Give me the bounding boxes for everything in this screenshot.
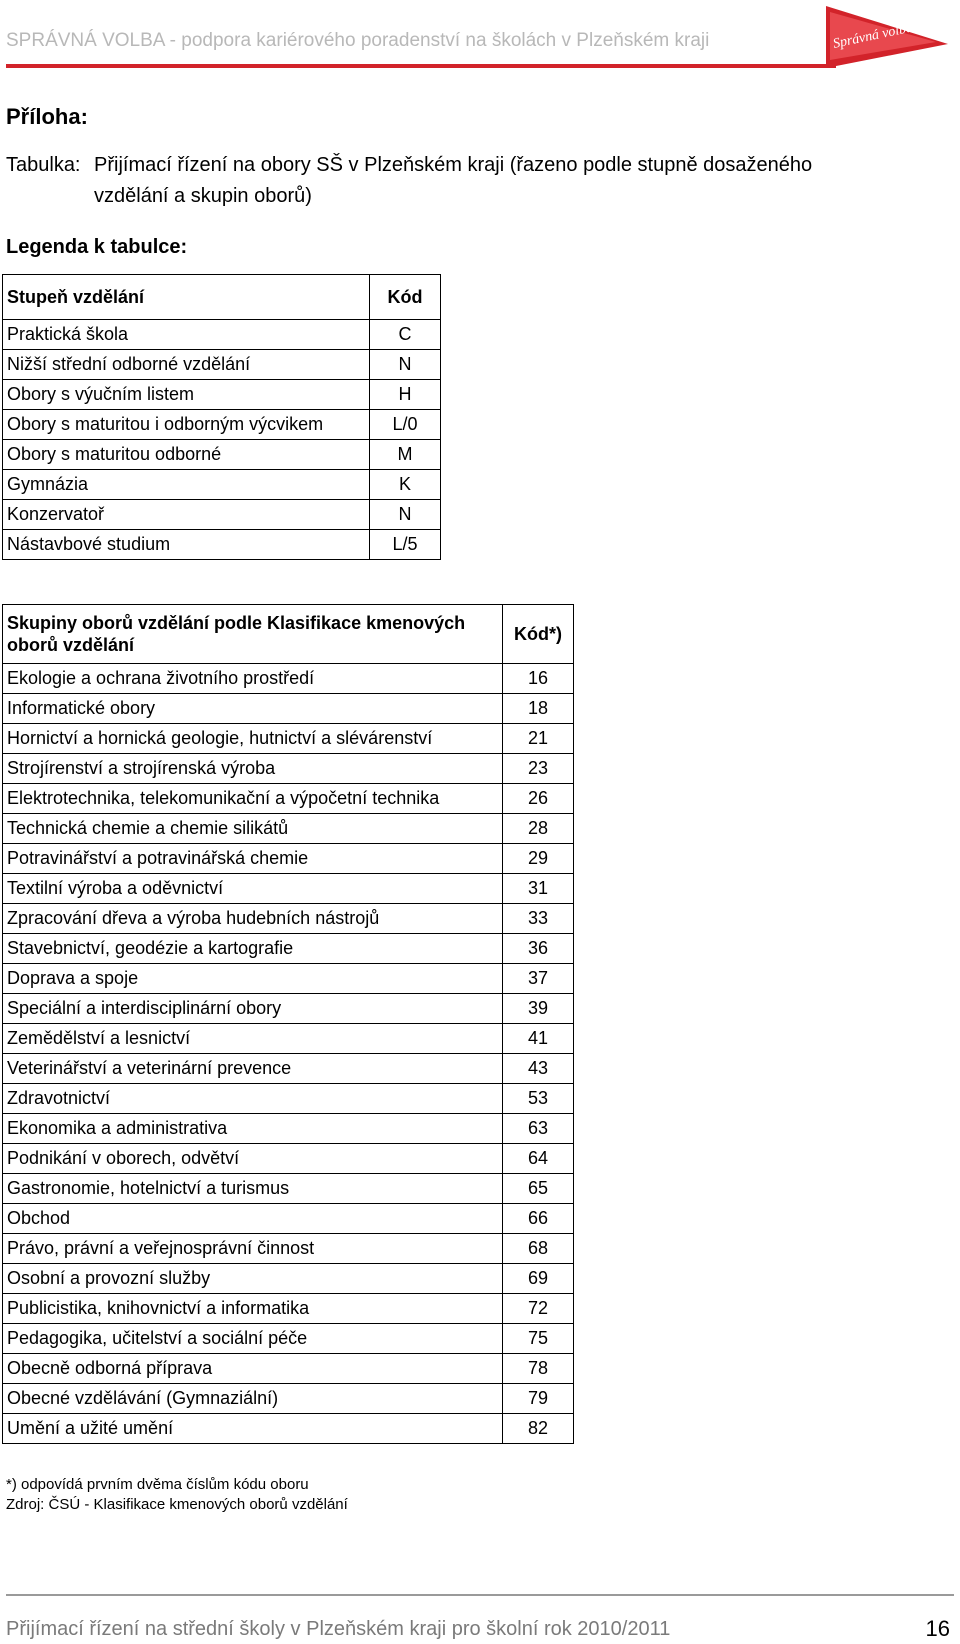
row-code: L/5 <box>370 530 441 560</box>
row-code: C <box>370 320 441 350</box>
row-label: Zpracování dřeva a výroba hudebních nástrojů <box>3 904 503 934</box>
table-header-row <box>3 275 441 320</box>
row-label: Osobní a provozní služby <box>3 1264 503 1294</box>
section-title: Příloha: <box>6 104 88 129</box>
row-label: Elektrotechnika, telekomunikační a výpočetní technika <box>3 784 503 814</box>
row-code: 63 <box>503 1114 574 1144</box>
page-number: 16 <box>925 1616 950 1641</box>
column-header-group: Skupiny oborů vzdělání podle Klasifikace kmenových oborů vzdělání <box>3 605 503 664</box>
row-label: Textilní výroba a oděvnictví <box>3 874 503 904</box>
row-code: 28 <box>503 814 574 844</box>
row-code: 66 <box>503 1204 574 1234</box>
row-code: 72 <box>503 1294 574 1324</box>
table-row <box>3 1114 574 1144</box>
row-label: Doprava a spoje <box>3 964 503 994</box>
row-label: Podnikání v oborech, odvětví <box>3 1144 503 1174</box>
row-label: Pedagogika, učitelství a sociální péče <box>3 1324 503 1354</box>
row-code: 75 <box>503 1324 574 1354</box>
table-caption <box>6 150 926 212</box>
row-label: Gastronomie, hotelnictví a turismus <box>3 1174 503 1204</box>
row-label: Zemědělství a lesnictví <box>3 1024 503 1054</box>
row-code: M <box>370 440 441 470</box>
footnote: *) odpovídá prvním dvěma číslům kódu oboru <box>6 1476 309 1493</box>
row-label: Zdravotnictví <box>3 1084 503 1114</box>
row-code: 26 <box>503 784 574 814</box>
row-label: Stavebnictví, geodézie a kartografie <box>3 934 503 964</box>
table-notes <box>6 1475 348 1515</box>
row-label: Obory s výučním listem <box>3 380 370 410</box>
table-row <box>3 1324 574 1354</box>
table-row <box>3 1414 574 1444</box>
row-code: 64 <box>503 1144 574 1174</box>
table-row <box>3 724 574 754</box>
row-label: Speciální a interdisciplinární obory <box>3 994 503 1024</box>
row-code: 36 <box>503 934 574 964</box>
table-row <box>3 1264 574 1294</box>
table-row <box>3 1054 574 1084</box>
table-row <box>3 440 441 470</box>
table-row <box>3 964 574 994</box>
footer-divider <box>6 1594 954 1596</box>
table-row <box>3 1204 574 1234</box>
row-code: K <box>370 470 441 500</box>
field-groups-table <box>2 604 574 1444</box>
row-code: 37 <box>503 964 574 994</box>
table-row <box>3 530 441 560</box>
table-row <box>3 1354 574 1384</box>
table-row <box>3 934 574 964</box>
row-code: 33 <box>503 904 574 934</box>
row-code: 53 <box>503 1084 574 1114</box>
footer-text: Přijímací řízení na střední školy v Plzeňském kraji pro školní rok 2010/2011 <box>6 1618 671 1640</box>
row-code: L/0 <box>370 410 441 440</box>
row-code: 65 <box>503 1174 574 1204</box>
row-code: 79 <box>503 1384 574 1414</box>
row-label: Nižší střední odborné vzdělání <box>3 350 370 380</box>
row-label: Praktická škola <box>3 320 370 350</box>
row-label: Informatické obory <box>3 694 503 724</box>
table-row <box>3 470 441 500</box>
column-header-level: Stupeň vzdělání <box>3 275 370 320</box>
table-row <box>3 904 574 934</box>
row-code: N <box>370 350 441 380</box>
table-row <box>3 1084 574 1114</box>
table-row <box>3 844 574 874</box>
caption-line-2: vzdělání a skupin oborů) <box>94 185 312 207</box>
table-row <box>3 754 574 784</box>
row-code: 78 <box>503 1354 574 1384</box>
row-label: Nástavbové studium <box>3 530 370 560</box>
table-row <box>3 1024 574 1054</box>
header-divider <box>6 64 836 68</box>
row-label: Konzervatoř <box>3 500 370 530</box>
row-label: Právo, právní a veřejnosprávní činnost <box>3 1234 503 1264</box>
row-label: Obchod <box>3 1204 503 1234</box>
table-row <box>3 874 574 904</box>
row-label: Obory s maturitou odborné <box>3 440 370 470</box>
caption-line-1: Přijímací řízení na obory SŠ v Plzeňském kraji (řazeno podle stupně dosaženého <box>94 154 813 176</box>
table-row <box>3 410 441 440</box>
row-label: Obory s maturitou i odborným výcvikem <box>3 410 370 440</box>
table-row <box>3 664 574 694</box>
row-label: Potravinářství a potravinářská chemie <box>3 844 503 874</box>
table-row <box>3 1294 574 1324</box>
brand-logo <box>820 4 952 70</box>
table-row <box>3 784 574 814</box>
row-label: Strojírenství a strojírenská výroba <box>3 754 503 784</box>
table-row <box>3 1234 574 1264</box>
table-header-row <box>3 605 574 664</box>
table-row <box>3 1144 574 1174</box>
caption-prefix: Tabulka: <box>6 154 81 176</box>
row-code: 68 <box>503 1234 574 1264</box>
row-label: Obecné vzdělávání (Gymnaziální) <box>3 1384 503 1414</box>
table-row <box>3 380 441 410</box>
legend-title: Legenda k tabulce: <box>6 236 188 258</box>
row-label: Ekonomika a administrativa <box>3 1114 503 1144</box>
table-row <box>3 994 574 1024</box>
header-title: SPRÁVNÁ VOLBA - podpora kariérového poradenství na školách v Plzeňském kraji <box>6 30 710 51</box>
table-row <box>3 694 574 724</box>
row-label: Veterinářství a veterinární prevence <box>3 1054 503 1084</box>
row-label: Publicistika, knihovnictví a informatika <box>3 1294 503 1324</box>
table-row <box>3 350 441 380</box>
row-code: 18 <box>503 694 574 724</box>
row-code: 82 <box>503 1414 574 1444</box>
row-code: N <box>370 500 441 530</box>
row-label: Technická chemie a chemie silikátů <box>3 814 503 844</box>
column-header-code: Kód <box>370 275 441 320</box>
row-code: 23 <box>503 754 574 784</box>
table-row <box>3 500 441 530</box>
row-label: Obecně odborná příprava <box>3 1354 503 1384</box>
row-code: 16 <box>503 664 574 694</box>
row-code: H <box>370 380 441 410</box>
table-row <box>3 320 441 350</box>
row-code: 41 <box>503 1024 574 1054</box>
column-header-code: Kód*) <box>503 605 574 664</box>
row-code: 69 <box>503 1264 574 1294</box>
row-label: Umění a užité umění <box>3 1414 503 1444</box>
row-code: 29 <box>503 844 574 874</box>
row-code: 21 <box>503 724 574 754</box>
row-code: 31 <box>503 874 574 904</box>
table-row <box>3 814 574 844</box>
row-label: Hornictví a hornická geologie, hutnictví a slévárenství <box>3 724 503 754</box>
source-note: Zdroj: ČSÚ - Klasifikace kmenových oborů vzdělání <box>6 1496 348 1513</box>
row-code: 39 <box>503 994 574 1024</box>
row-label: Ekologie a ochrana životního prostředí <box>3 664 503 694</box>
logo-text: Správná volba <box>831 20 915 52</box>
row-label: Gymnázia <box>3 470 370 500</box>
table-row <box>3 1384 574 1414</box>
education-levels-table <box>2 274 441 560</box>
table-row <box>3 1174 574 1204</box>
row-code: 43 <box>503 1054 574 1084</box>
